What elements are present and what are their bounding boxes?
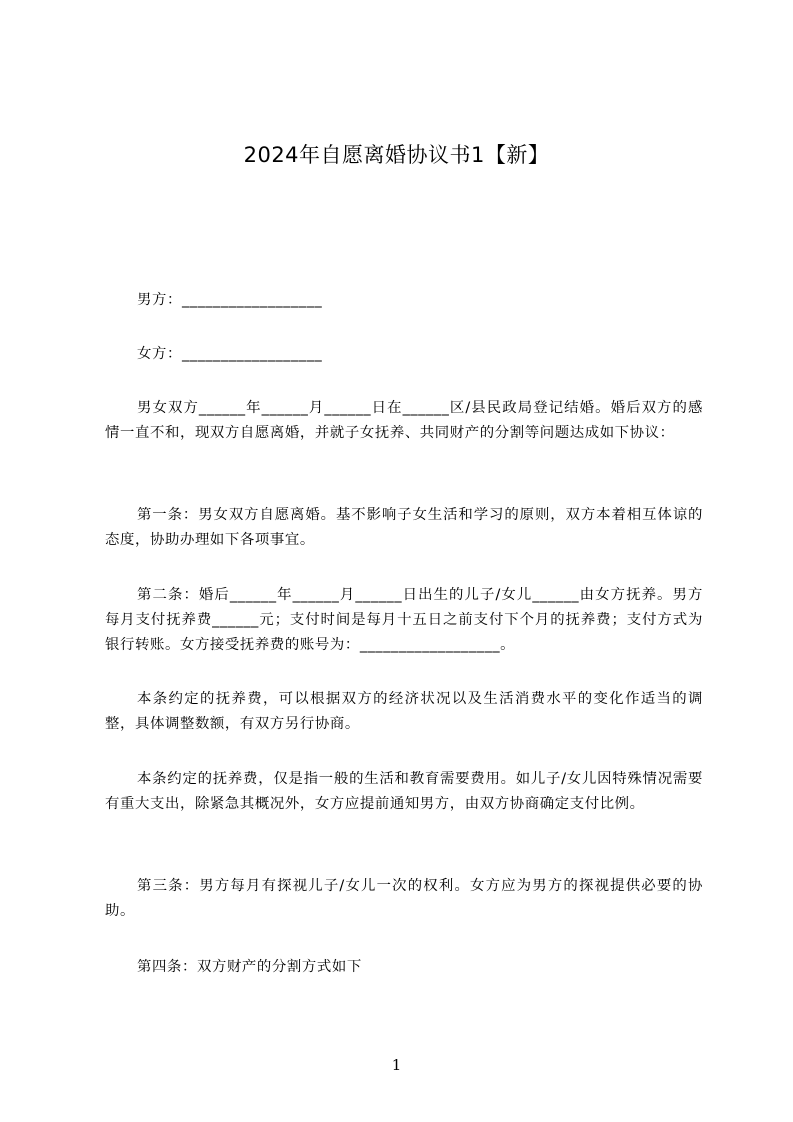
article-4-paragraph: 第四条：双方财产的分割方式如下 bbox=[137, 959, 362, 975]
article-2-paragraph: 第二条：婚后______年______月______日出生的儿子/女儿______由女方抚养。男方每月支付抚养费______元；支付时间是每月十五日之前支付下个月的抚养费；支付方式为银行转账。女方接受抚养费的账号为：__________________。 bbox=[105, 587, 703, 653]
support-scope-paragraph: 本条约定的抚养费，仅是指一般的生活和教育需要费用。如儿子/女儿因特殊情况需要有重大支出，除紧急其概况外，女方应提前通知男方，由双方协商确定支付比例。 bbox=[105, 771, 703, 812]
page-number: 1 bbox=[391, 1056, 402, 1074]
document-title: 2024年自愿离婚协议书1【新】 bbox=[243, 143, 550, 167]
female-party-line: 女方：__________________ bbox=[137, 346, 323, 362]
male-party-line: 男方：__________________ bbox=[137, 292, 323, 308]
article-1-paragraph: 第一条：男女双方自愿离婚。基不影响子女生活和学习的原则，双方本着相互体谅的态度，协助办理如下各项事宜。 bbox=[105, 507, 703, 548]
intro-paragraph: 男女双方______年______月______日在______区/县民政局登记结婚。婚后双方的感情一直不和，现双方自愿离婚，并就子女抚养、共同财产的分割等问题达成如下协议： bbox=[105, 400, 703, 441]
article-3-paragraph: 第三条：男方每月有探视儿子/女儿一次的权利。女方应为男方的探视提供必要的协助。 bbox=[105, 878, 703, 919]
support-adjustment-paragraph: 本条约定的抚养费，可以根据双方的经济状况以及生活消费水平的变化作适当的调整，具体调整数额，有双方另行协商。 bbox=[105, 691, 703, 732]
